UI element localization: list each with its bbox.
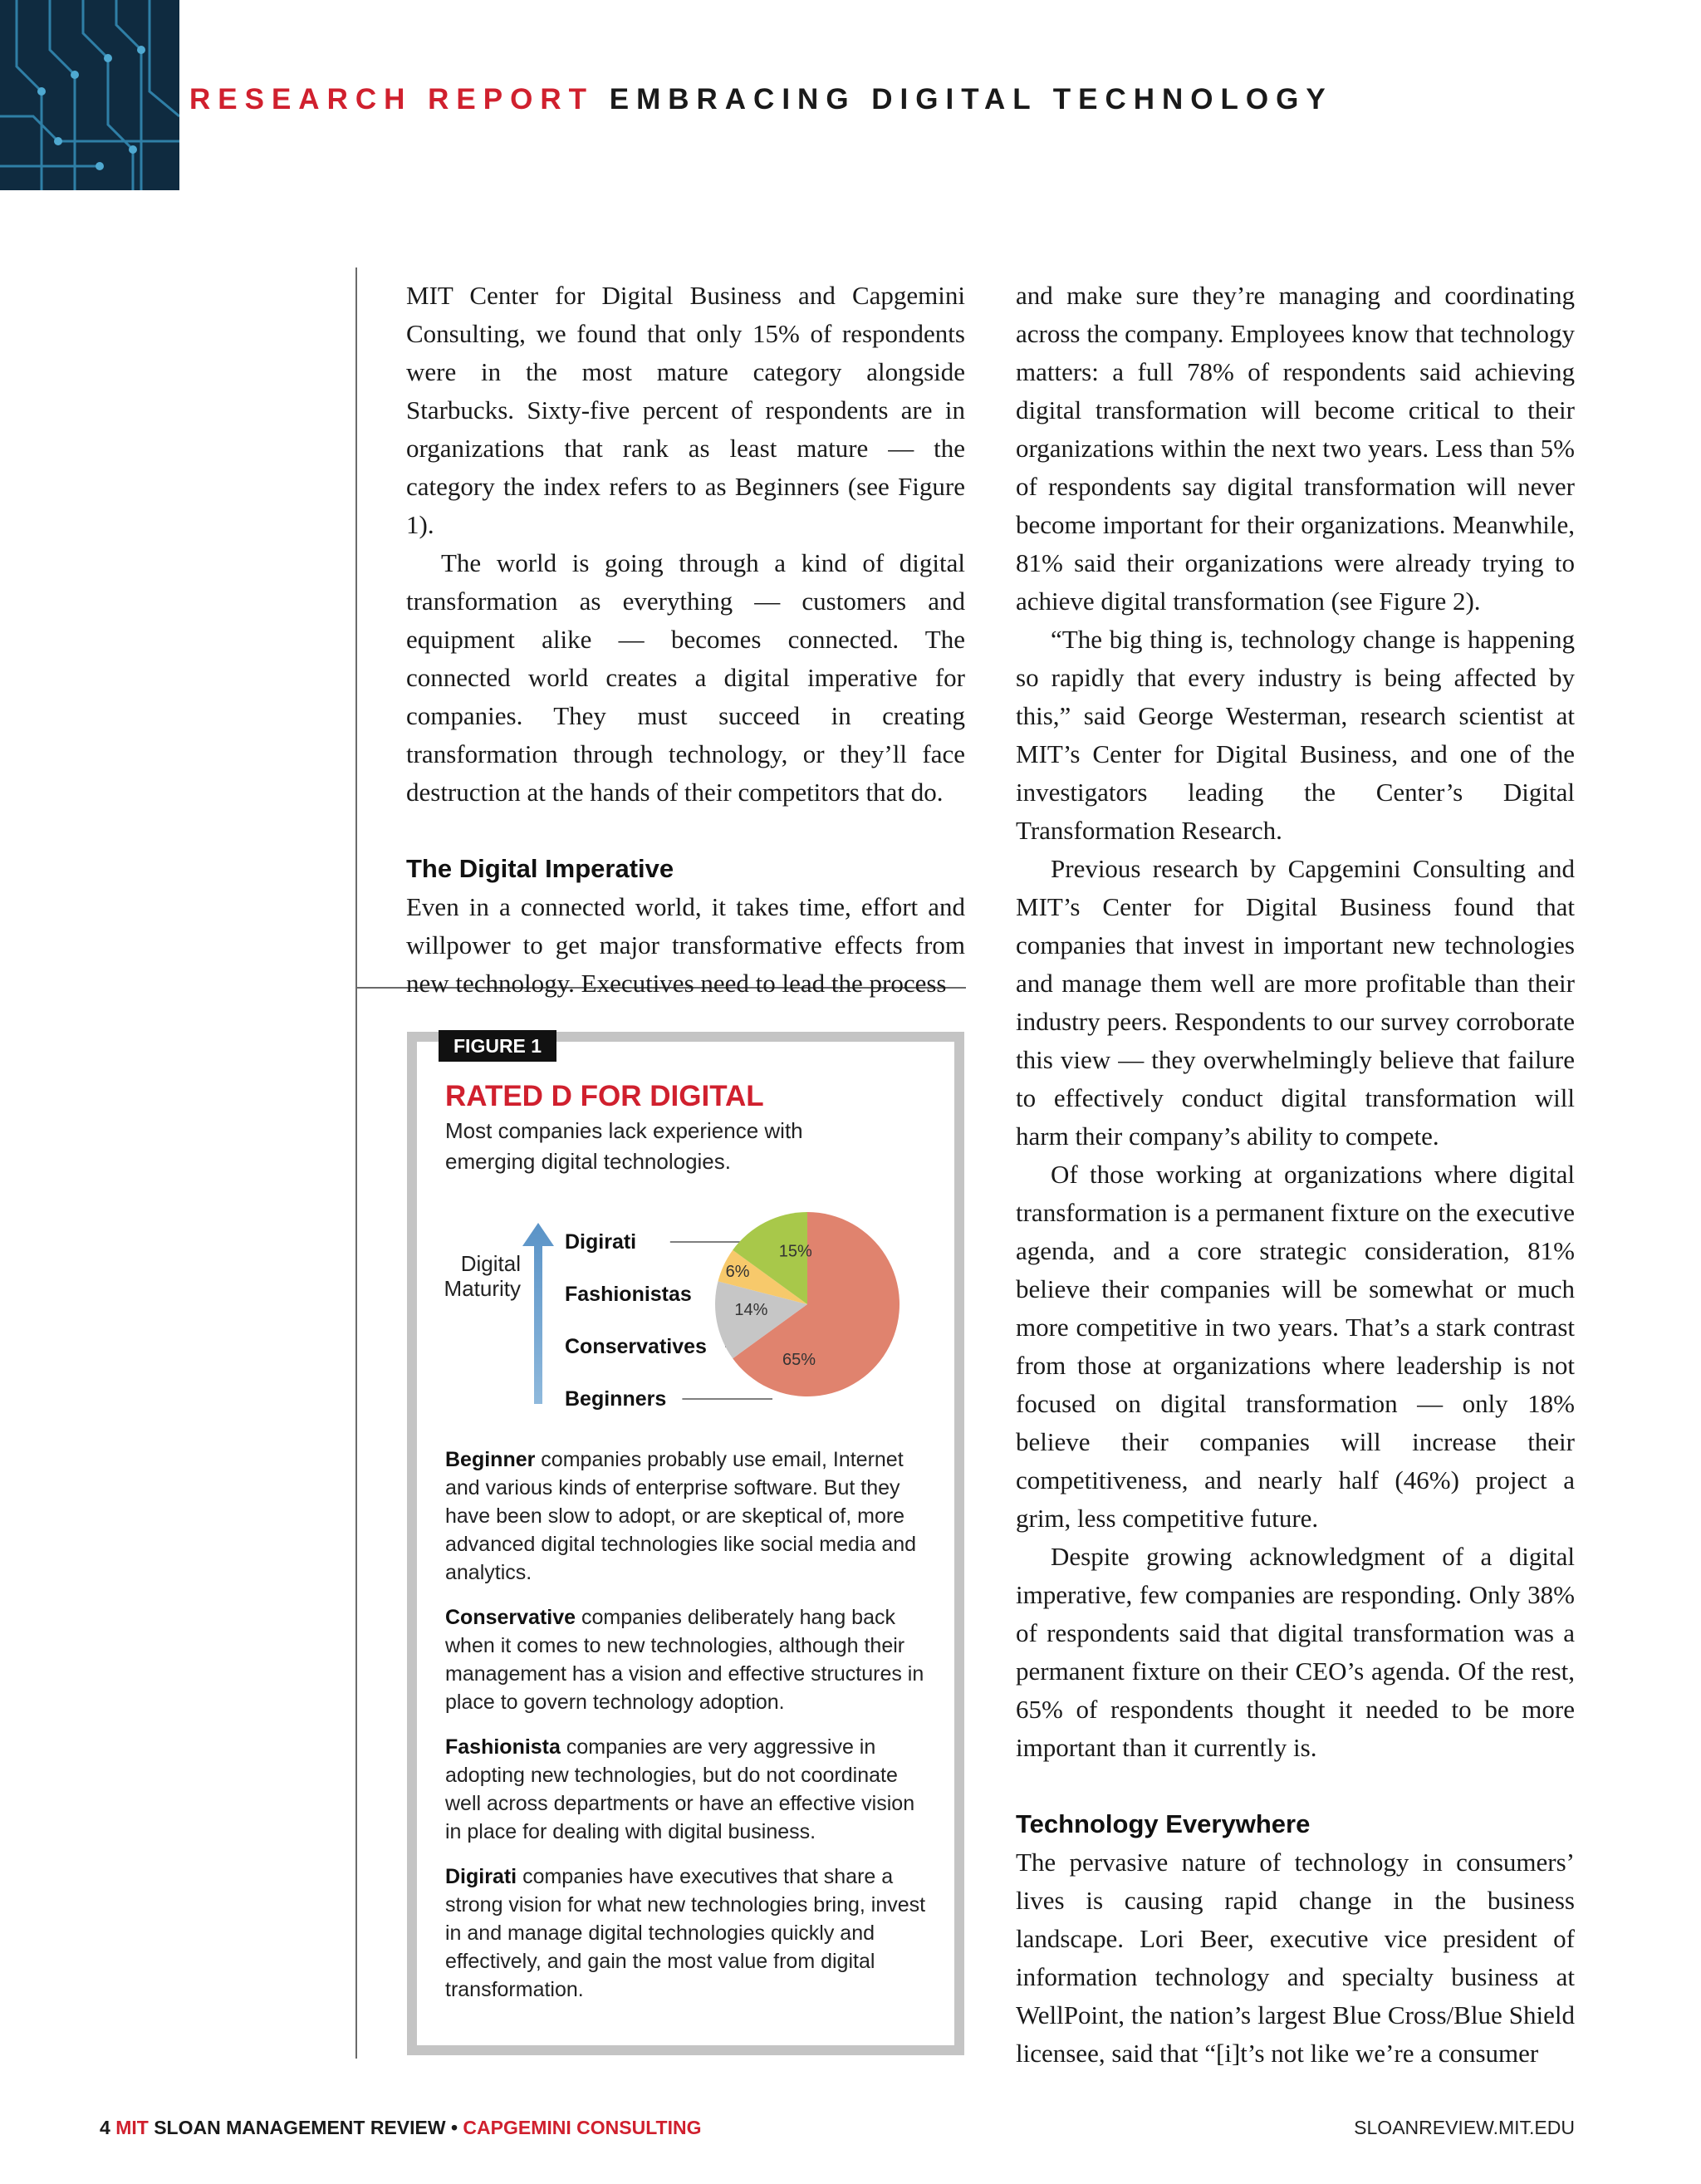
footer-url: SLOANREVIEW.MIT.EDU [1354,2117,1575,2138]
footer-partner: CAPGEMINI CONSULTING [463,2117,702,2138]
paragraph: Of those working at organizations where digital transformation is a permanent fixture on the executive agenda, and a core strategic consideration, 81% believe their companies will be somewhat or much more competitive in two years. That’s a stark contrast from those at organizations where leadership is not focused on digital transformation — only 18% believe their companies will increase their competitiveness, and nearly half (46%) project a grim, less competitive future. [1016,1160,1575,1533]
column-rule-bottom [355,987,357,2059]
paragraph: and make sure they’re managing and coordinating across the company. Employees know that technology matters: a full 78% of respondents said achieving digital transformation will become critical to their organizations within the next two years. Less than 5% of respondents say digital transformation will never become important for their organizations. Meanwhile, 81% said their organizations were already trying to achieve digital transformation (see Figure 2). [1016,281,1575,616]
definition-text: companies deliberately hang back when it comes to new technologies, although their management has a vision and effective structures in place to govern technology adoption. [445,1606,924,1714]
pie-chart [424,1213,922,1429]
page-number: 4 [100,2117,110,2138]
header-title: EMBRACING DIGITAL TECHNOLOGY [609,83,1333,115]
maturity-label-2: Maturity [444,1276,521,1301]
category-label-conservatives: Conservatives [565,1335,707,1358]
definition-text: companies are very aggressive in adopting new technologies, but do not coordinate well across departments or have an effective vision in place for dealing with digital business. [445,1735,915,1843]
footer-mit: MIT [115,2117,149,2138]
paragraph: “The big thing is, technology change is happening so rapidly that every industry is being affected by this,” said George Westerman, research scientist at MIT’s Center for Digital Business, and one of the investigators leading the Center’s Digital Transformation Research. [1016,625,1575,845]
maturity-arrow-icon [522,1223,554,1404]
left-column [406,277,965,1003]
header-section-label: RESEARCH REPORT [189,83,594,115]
footer-left [100,2117,702,2139]
category-label-beginners: Beginners [565,1387,667,1411]
figure-subtitle: Most companies lack experience with emerging digital technologies. [445,1118,803,1174]
paragraph: MIT Center for Digital Business and Capgemini Consulting, we found that only 15% of respondents were in the most mature category alongside Starbucks. Sixty-five percent of respondents are in organizations that rank as least mature — the category the index refers to as Beginners (see Figure 1). [406,281,965,539]
pie-percent-label: 65% [782,1351,816,1369]
definition-item [445,1603,927,1716]
definition-item [445,1445,927,1587]
definition-text: companies have executives that share a strong vision for what new technologies bring, invest in and manage digital technologies quickly and effectively, and gain the most value from digital transformation. [445,1865,926,2001]
report-header [189,83,1333,116]
paragraph: The world is going through a kind of digital transformation as everything — customers and equipment alike — becomes connected. The connected world creates a digital imperative for companies. They must succeed in creating transformation through technology, or they’ll face destruction at the hands of their competitors that do. [406,548,965,807]
paragraph: Even in a connected world, it takes time, effort and willpower to get major transformative effects from new technology. Executives need to lead the process [406,892,965,998]
section-heading: The Digital Imperative [406,854,674,883]
definition-term: Digirati [445,1865,517,1888]
circuit-board-graphic [0,0,179,190]
paragraph: Despite growing acknowledgment of a digital imperative, few companies are responding. Only 38% of respondents said that digital transformation was a permanent fixture on their CEO’s agenda. Of the rest, 65% of respondents thought it needed to be more important than it currently is. [1016,1542,1575,1762]
definition-item [445,1733,927,1846]
paragraph: Previous research by Capgemini Consulting and MIT’s Center for Digital Business found that companies that invest in important new technologies and manage them well are more profitable than their industry peers. Respondents to our survey corroborate this view — they overwhelmingly believe that failure to effectively conduct digital transformation will harm their company’s ability to compete. [1016,854,1575,1151]
paragraph: The pervasive nature of technology in consumers’ lives is causing rapid change in the business landscape. Lori Beer, executive vice president of information technology and specialty business at WellPoint, the nation’s largest Blue Cross/Blue Shield licensee, said that “[i]t’s not like we’re a consumer [1016,1848,1575,2068]
section-heading: Technology Everywhere [1016,1809,1311,1838]
pie-percent-label: 6% [725,1263,750,1282]
category-label-digirati: Digirati [565,1230,637,1254]
figure-label: FIGURE 1 [439,1030,556,1062]
category-label-fashionistas: Fashionistas [565,1283,692,1306]
maturity-label-1: Digital [460,1251,521,1276]
definition-term: Conservative [445,1606,576,1629]
definition-item [445,1863,927,2004]
definition-term: Fashionista [445,1735,561,1759]
column-rule-top [355,267,357,987]
definition-term: Beginner [445,1448,536,1471]
footer-publication: SLOAN MANAGEMENT REVIEW • [154,2117,458,2138]
figure-definitions [445,1445,927,2020]
right-column [1016,277,1575,2073]
pie-percent-label: 15% [778,1242,812,1261]
pie-percent-label: 14% [734,1300,768,1319]
figure-title: RATED D FOR DIGITAL [445,1080,764,1112]
definition-text: companies probably use email, Internet and various kinds of enterprise software. But they have been slow to adopt, or are skeptical of, more advanced digital technologies like social media and analytics. [445,1448,917,1584]
